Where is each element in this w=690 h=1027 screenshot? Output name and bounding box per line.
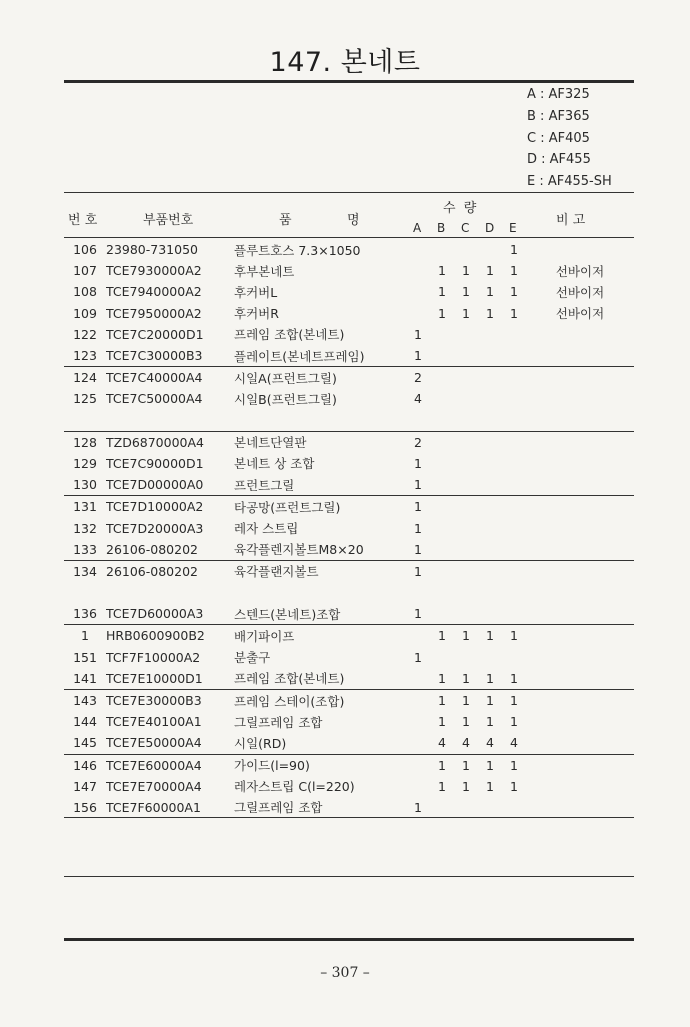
cell-no: 134 xyxy=(64,560,106,582)
cell-remark xyxy=(526,754,634,776)
lower-rule xyxy=(64,876,634,877)
cell-qty-b xyxy=(430,474,454,496)
cell-name: 분출구 xyxy=(234,650,271,666)
cell-name: 타공망(프런트그릴) xyxy=(234,496,406,518)
cell-qty-e xyxy=(502,453,526,474)
cell-qty-e xyxy=(502,388,526,409)
table-row xyxy=(64,582,634,603)
cell-part-no: TCE7F60000A1 xyxy=(106,799,201,815)
cell-qty-d xyxy=(478,517,502,538)
cell-no: 128 xyxy=(64,431,106,453)
cell-qty-e: 1 xyxy=(510,305,518,321)
cell-no: 108 xyxy=(73,284,97,300)
footer-rule xyxy=(64,938,634,941)
cell-part-no: TCF7F10000A2 xyxy=(106,649,201,665)
cell-part-no: HRB0600900B2 xyxy=(106,625,234,647)
cell-qty-b xyxy=(430,496,454,518)
cell-part-no: 26106-080202 xyxy=(106,541,198,557)
cell-qty-b xyxy=(430,367,454,389)
cell-remark xyxy=(526,367,634,389)
table-row xyxy=(64,689,634,711)
cell-qty-c: 1 xyxy=(454,625,478,647)
cell-qty-a xyxy=(406,732,430,754)
header-top-rule xyxy=(64,192,634,193)
cell-remark xyxy=(526,647,634,668)
cell-qty-d xyxy=(478,388,502,409)
cell-remark xyxy=(526,711,634,732)
cell-qty-e: 1 xyxy=(510,263,518,279)
cell-qty-c xyxy=(454,582,478,603)
cell-no: 109 xyxy=(73,305,97,321)
cell-qty-b xyxy=(430,345,454,367)
cell-qty-d xyxy=(478,603,502,625)
cell-no: 131 xyxy=(64,496,106,518)
cell-qty-a: 1 xyxy=(406,560,430,582)
table-row xyxy=(64,776,634,797)
cell-name: 그릴프레임 조합 xyxy=(234,800,323,816)
cell-no: 132 xyxy=(73,520,97,536)
cell-name: 후부본네트 xyxy=(234,263,295,279)
cell-no: 130 xyxy=(73,477,97,493)
cell-part-no: TCE7D10000A2 xyxy=(106,496,234,518)
table-row xyxy=(64,625,634,647)
cell-qty-b xyxy=(430,582,454,603)
cell-qty-e xyxy=(502,367,526,389)
cell-qty-c: 1 xyxy=(462,714,470,730)
cell-qty-c xyxy=(454,367,478,389)
table-row xyxy=(64,260,634,281)
header-qty-b: B xyxy=(437,221,446,235)
cell-qty-e xyxy=(502,582,526,603)
cell-qty-b xyxy=(430,388,454,409)
cell-qty-b: 1 xyxy=(438,714,446,730)
cell-remark xyxy=(526,668,634,690)
cell-qty-d xyxy=(478,367,502,389)
cell-name: 스텐드(본네트)조합 xyxy=(234,606,341,622)
cell-name: 프레임 스테이(조합) xyxy=(234,689,406,711)
cell-part-no: TCE7C40000A4 xyxy=(106,367,234,389)
table-row xyxy=(64,560,634,582)
cell-qty-d xyxy=(478,410,502,432)
cell-qty-c xyxy=(454,560,478,582)
table-row xyxy=(64,732,634,754)
cell-qty-e xyxy=(502,539,526,561)
model-legend-item: A : AF325 xyxy=(527,87,590,102)
cell-no xyxy=(64,582,106,603)
cell-qty-a xyxy=(406,668,430,690)
table-row xyxy=(64,517,634,538)
cell-qty-d xyxy=(478,539,502,561)
cell-qty-b: 1 xyxy=(438,670,446,686)
table-row xyxy=(64,345,634,367)
cell-qty-e xyxy=(502,603,526,625)
cell-qty-a xyxy=(406,689,430,711)
cell-qty-b xyxy=(430,453,454,474)
cell-no: 147 xyxy=(73,778,97,794)
page-title: 147. 본네트 xyxy=(269,47,421,78)
table-row xyxy=(64,239,634,260)
cell-part-no: TZD6870000A4 xyxy=(106,431,234,453)
cell-name: 프런트그릴 xyxy=(234,477,295,493)
cell-part-no xyxy=(106,410,234,432)
cell-remark xyxy=(526,517,634,538)
cell-qty-a: 2 xyxy=(406,431,430,453)
cell-remark xyxy=(526,345,634,367)
cell-qty-d: 4 xyxy=(486,735,494,751)
cell-qty-e: 1 xyxy=(510,670,518,686)
cell-no: 151 xyxy=(73,649,97,665)
cell-qty-d xyxy=(478,345,502,367)
cell-qty-b xyxy=(430,647,454,668)
header-qty-a: A xyxy=(413,221,422,235)
cell-no: 136 xyxy=(73,606,97,622)
cell-qty-b xyxy=(430,797,454,818)
cell-qty-c: 1 xyxy=(462,305,470,321)
cell-remark xyxy=(526,603,634,625)
header-qty-c: C xyxy=(461,221,470,235)
cell-qty-a: 1 xyxy=(414,649,422,665)
table-row xyxy=(64,754,634,776)
cell-part-no xyxy=(106,582,234,603)
cell-qty-a xyxy=(406,711,430,732)
cell-qty-b xyxy=(430,603,454,625)
cell-name: 본네트 상 조합 xyxy=(234,456,315,472)
cell-remark xyxy=(526,239,634,260)
table-row xyxy=(64,797,634,818)
cell-qty-a: 1 xyxy=(414,455,422,471)
table-row xyxy=(64,603,634,625)
cell-name: 육각플랜지볼트 xyxy=(234,560,406,582)
cell-qty-a xyxy=(406,281,430,302)
cell-part-no: TCE7D00000A0 xyxy=(106,477,204,493)
cell-part-no: TCE7C20000D1 xyxy=(106,326,204,342)
header-remark: 비 고 xyxy=(556,213,586,228)
table-row xyxy=(64,281,634,302)
cell-part-no: TCE7C90000D1 xyxy=(106,455,204,471)
cell-name: 시일(RD) xyxy=(234,735,287,751)
cell-name: 프레임 조합(본네트) xyxy=(234,327,345,343)
table-row xyxy=(64,453,634,474)
cell-qty-d xyxy=(478,647,502,668)
cell-qty-b: 4 xyxy=(438,735,446,751)
cell-qty-e xyxy=(502,797,526,818)
cell-qty-a xyxy=(406,754,430,776)
cell-remark: 선바이저 xyxy=(555,306,605,322)
cell-qty-b: 1 xyxy=(438,305,446,321)
cell-remark xyxy=(526,732,634,754)
table-row xyxy=(64,474,634,496)
cell-remark xyxy=(526,582,634,603)
cell-part-no: TCE7940000A2 xyxy=(106,284,202,300)
cell-no: 122 xyxy=(73,326,97,342)
cell-qty-e xyxy=(502,324,526,345)
cell-no: 146 xyxy=(64,754,106,776)
cell-qty-a xyxy=(406,625,430,647)
table-row xyxy=(64,410,634,432)
cell-no xyxy=(64,410,106,432)
cell-remark xyxy=(526,324,634,345)
cell-part-no: TCE7E70000A4 xyxy=(106,778,202,794)
cell-qty-e xyxy=(502,496,526,518)
cell-part-no: TCE7E60000A4 xyxy=(106,754,234,776)
table-row xyxy=(64,711,634,732)
cell-qty-a xyxy=(406,776,430,797)
cell-qty-a xyxy=(406,260,430,281)
header-name-1: 품 xyxy=(279,213,292,228)
cell-qty-d: 1 xyxy=(486,714,494,730)
cell-qty-d: 1 xyxy=(486,778,494,794)
cell-remark xyxy=(526,431,634,453)
cell-name: 본네트단열판 xyxy=(234,431,406,453)
cell-qty-c: 1 xyxy=(454,689,478,711)
cell-remark: 선바이저 xyxy=(555,284,605,300)
table-row xyxy=(64,647,634,668)
cell-remark xyxy=(526,539,634,561)
cell-qty-a xyxy=(406,239,430,260)
model-legend-item: B : AF365 xyxy=(527,108,590,124)
cell-qty-c xyxy=(454,496,478,518)
cell-qty-e: 1 xyxy=(510,778,518,794)
cell-no: 123 xyxy=(73,348,97,364)
cell-part-no: TCE7930000A2 xyxy=(106,263,202,279)
header-qty: 수 량 xyxy=(443,201,479,216)
parts-table xyxy=(64,239,634,818)
table-row xyxy=(64,496,634,518)
cell-qty-d xyxy=(478,324,502,345)
table-row xyxy=(64,367,634,389)
cell-qty-c: 1 xyxy=(454,754,478,776)
model-legend-item: D : AF455 xyxy=(527,152,591,168)
cell-qty-b: 1 xyxy=(438,284,446,300)
cell-qty-b xyxy=(430,239,454,260)
cell-qty-e: 1 xyxy=(510,242,518,258)
header-qty-e: E xyxy=(509,221,517,235)
cell-qty-a: 2 xyxy=(406,367,430,389)
cell-qty-d: 1 xyxy=(478,689,502,711)
cell-name: 시일B(프런트그릴) xyxy=(234,391,337,407)
cell-qty-e xyxy=(502,560,526,582)
cell-qty-e: 4 xyxy=(510,735,518,751)
cell-remark xyxy=(526,496,634,518)
cell-qty-c: 1 xyxy=(462,670,470,686)
table-row xyxy=(64,303,634,324)
cell-part-no: TCE7D60000A3 xyxy=(106,606,204,622)
cell-no: 141 xyxy=(73,670,97,686)
cell-qty-d xyxy=(478,474,502,496)
cell-part-no: 26106-080202 xyxy=(106,560,234,582)
cell-part-no: TCE7C30000B3 xyxy=(106,348,203,364)
title-rule xyxy=(64,80,634,83)
model-legend-item: C : AF405 xyxy=(527,130,590,146)
cell-qty-d xyxy=(478,496,502,518)
cell-qty-a xyxy=(406,303,430,324)
cell-no: 125 xyxy=(73,391,97,407)
table-row xyxy=(64,539,634,561)
cell-qty-a: 1 xyxy=(414,348,422,364)
cell-part-no: TCE7C50000A4 xyxy=(106,391,203,407)
cell-name xyxy=(234,410,406,432)
cell-qty-b: 1 xyxy=(430,689,454,711)
cell-qty-b xyxy=(430,431,454,453)
cell-no: 133 xyxy=(73,541,97,557)
cell-qty-b xyxy=(430,560,454,582)
cell-no: 143 xyxy=(64,689,106,711)
cell-no: 106 xyxy=(73,242,97,258)
table-row xyxy=(64,668,634,690)
table-row xyxy=(64,431,634,453)
cell-no: 156 xyxy=(73,799,97,815)
cell-qty-b: 1 xyxy=(430,754,454,776)
cell-name: 후커버L xyxy=(234,284,278,300)
cell-qty-c xyxy=(454,453,478,474)
cell-name: 가이드(l=90) xyxy=(234,754,406,776)
cell-remark xyxy=(526,410,634,432)
cell-qty-c xyxy=(454,410,478,432)
cell-qty-c xyxy=(454,797,478,818)
cell-qty-a: 4 xyxy=(414,391,422,407)
cell-qty-a: 1 xyxy=(414,541,422,557)
cell-qty-e: 1 xyxy=(502,689,526,711)
cell-qty-d: 1 xyxy=(486,305,494,321)
cell-qty-b xyxy=(430,539,454,561)
cell-remark xyxy=(526,776,634,797)
cell-remark xyxy=(526,453,634,474)
cell-part-no: TCE7E40100A1 xyxy=(106,714,202,730)
cell-qty-c xyxy=(454,239,478,260)
cell-part-no: TCE7E30000B3 xyxy=(106,689,234,711)
cell-qty-e xyxy=(502,474,526,496)
cell-part-no: TCE7E50000A4 xyxy=(106,735,202,751)
header-no: 번 호 xyxy=(68,213,98,228)
cell-name: 플루트호스 7.3×1050 xyxy=(234,242,361,258)
cell-qty-c xyxy=(454,517,478,538)
cell-qty-d: 1 xyxy=(486,263,494,279)
cell-remark xyxy=(526,797,634,818)
cell-qty-b xyxy=(430,324,454,345)
cell-qty-c xyxy=(454,345,478,367)
cell-qty-a xyxy=(406,410,430,432)
cell-qty-d: 1 xyxy=(478,754,502,776)
cell-qty-c: 1 xyxy=(462,778,470,794)
cell-part-no: 23980-731050 xyxy=(106,242,198,258)
cell-no: 129 xyxy=(73,455,97,471)
cell-name: 배기파이프 xyxy=(234,625,406,647)
cell-qty-c xyxy=(454,603,478,625)
cell-qty-c xyxy=(454,388,478,409)
cell-qty-d xyxy=(478,560,502,582)
cell-qty-e: 1 xyxy=(510,284,518,300)
cell-qty-c xyxy=(454,647,478,668)
cell-qty-a xyxy=(406,582,430,603)
cell-qty-d xyxy=(478,797,502,818)
cell-name: 레자 스트립 xyxy=(234,521,299,537)
header-bottom-rule xyxy=(64,237,634,238)
cell-no: 145 xyxy=(73,735,97,751)
cell-qty-b xyxy=(430,410,454,432)
cell-no: 1 xyxy=(64,625,106,647)
cell-qty-d: 1 xyxy=(486,284,494,300)
cell-qty-c: 1 xyxy=(462,263,470,279)
cell-qty-a: 1 xyxy=(414,799,422,815)
cell-qty-e xyxy=(502,517,526,538)
cell-name xyxy=(234,582,406,603)
model-legend-item: E : AF455-SH xyxy=(527,174,612,190)
cell-qty-c xyxy=(454,474,478,496)
cell-part-no: TCE7950000A2 xyxy=(106,305,202,321)
cell-qty-b: 1 xyxy=(438,263,446,279)
cell-qty-a: 1 xyxy=(414,477,422,493)
cell-remark xyxy=(526,689,634,711)
cell-qty-b: 1 xyxy=(430,625,454,647)
cell-qty-d xyxy=(478,431,502,453)
cell-qty-e: 1 xyxy=(502,754,526,776)
cell-qty-a: 1 xyxy=(414,606,422,622)
model-legend xyxy=(527,84,637,193)
cell-qty-e: 1 xyxy=(502,625,526,647)
cell-qty-b xyxy=(430,517,454,538)
cell-qty-d: 1 xyxy=(478,625,502,647)
cell-no: 144 xyxy=(73,714,97,730)
cell-name: 레자스트립 C(l=220) xyxy=(234,779,355,795)
table-row xyxy=(64,324,634,345)
cell-qty-e xyxy=(502,410,526,432)
cell-qty-e xyxy=(502,345,526,367)
cell-part-no: TCE7E10000D1 xyxy=(106,670,203,686)
cell-remark xyxy=(526,474,634,496)
cell-qty-c: 1 xyxy=(462,284,470,300)
cell-no: 107 xyxy=(73,263,97,279)
cell-qty-c: 4 xyxy=(462,735,470,751)
cell-name: 후커버R xyxy=(234,306,279,322)
table-bottom-rule xyxy=(64,817,634,818)
cell-qty-e xyxy=(502,647,526,668)
cell-qty-d xyxy=(478,239,502,260)
cell-name: 그릴프레임 조합 xyxy=(234,714,323,730)
header-name-2: 명 xyxy=(347,213,360,228)
header-part-no: 부품번호 xyxy=(143,213,194,228)
header-qty-d: D xyxy=(485,221,495,235)
cell-remark xyxy=(526,388,634,409)
cell-qty-e: 1 xyxy=(510,714,518,730)
cell-qty-a: 1 xyxy=(414,520,422,536)
table-row xyxy=(64,388,634,409)
cell-remark: 선바이저 xyxy=(555,263,605,279)
cell-remark xyxy=(526,560,634,582)
cell-name: 육각플렌지볼트M8×20 xyxy=(234,542,364,558)
cell-remark xyxy=(526,625,634,647)
cell-qty-d xyxy=(478,453,502,474)
cell-qty-c xyxy=(454,431,478,453)
cell-name: 플레이트(본네트프레임) xyxy=(234,348,365,364)
cell-part-no: TCE7D20000A3 xyxy=(106,520,204,536)
cell-qty-d xyxy=(478,582,502,603)
cell-no: 124 xyxy=(64,367,106,389)
cell-qty-c xyxy=(454,539,478,561)
cell-qty-c xyxy=(454,324,478,345)
cell-qty-a: 1 xyxy=(414,326,422,342)
cell-qty-a: 1 xyxy=(406,496,430,518)
cell-qty-b: 1 xyxy=(438,778,446,794)
cell-name: 시일A(프런트그릴) xyxy=(234,367,406,389)
cell-qty-e xyxy=(502,431,526,453)
page-number: – 307 – xyxy=(320,965,370,981)
cell-name: 프레임 조합(본네트) xyxy=(234,671,345,687)
cell-qty-d: 1 xyxy=(486,670,494,686)
